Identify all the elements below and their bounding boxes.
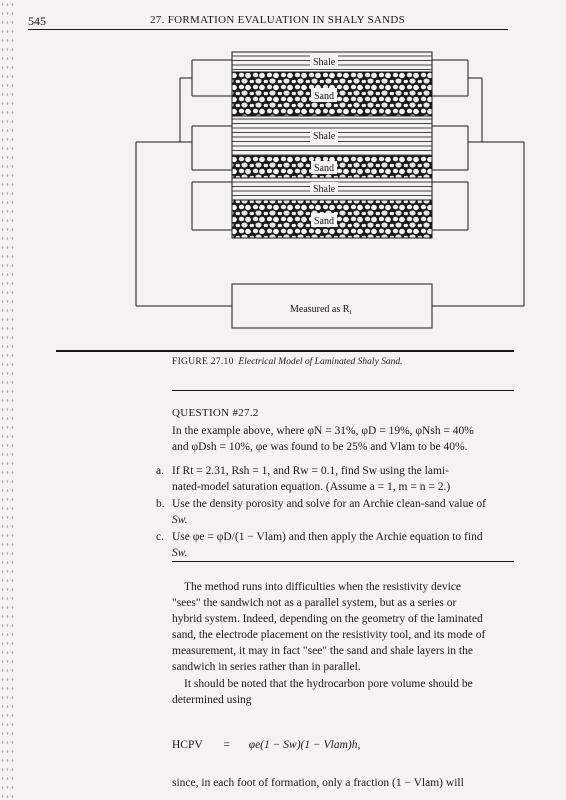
- header-rule: [28, 29, 508, 30]
- question-bottom-rule: [172, 561, 514, 562]
- measured-label: Measured as $R_t$: [290, 304, 352, 316]
- question-item-c: c. Use φe = φD/(1 − Vlam) and then apply the Archie equation to find Sw.: [156, 531, 483, 559]
- question-top-rule: [172, 390, 514, 391]
- layer-stack: [232, 52, 432, 238]
- question-items: [156, 463, 514, 561]
- layer-label-shale-3: Shale: [313, 184, 336, 195]
- question-intro: In the example above, where φN = 31%, φD = 19%, φNsh = 40% and φDsh = 10%, φe was found to be 25% and Vlam to be 40%.: [172, 425, 474, 453]
- figure-rule: [56, 350, 514, 352]
- circuit-diagram: [0, 36, 566, 346]
- body-paragraph-2: It should be noted that the hydrocarbon pore volume should be determined using: [172, 678, 473, 706]
- laminated-shaly-sand-figure: [0, 36, 566, 346]
- layer-label-sand-2: Sand: [314, 163, 334, 174]
- layer-label-shale-1: Shale: [313, 57, 336, 68]
- body-paragraph-1: The method runs into difficulties when the resistivity device "sees" the sandwich not as a parallel system, but as a series or hybrid system. Indeed, depending on the geometry of the laminated sand, the electrode placement on the resistivity tool, and its mode of measurement, it may in fact "see" the sand and shale layers in the sandwich in series rather than in parallel.: [172, 581, 486, 673]
- question-heading: QUESTION #27.2: [172, 407, 259, 419]
- page-number: 545: [28, 14, 46, 28]
- question-item-b: b. Use the density porosity and solve for an Archie clean-sand value of Sw.: [156, 498, 486, 526]
- layer-label-shale-2: Shale: [313, 131, 336, 142]
- question-item-a: a. If Rt = 2.31, Rsh = 1, and Rw = 0.1, find Sw using the lami- nated-model saturation equation. (Assume a = 1, m = n = 2.): [156, 465, 451, 493]
- hcpv-equation: HCPV = φe(1 − Sw)(1 − Vlam)h,: [172, 739, 361, 751]
- layer-label-sand-3: Sand: [314, 216, 334, 227]
- layer-label-sand-1: Sand: [314, 91, 334, 102]
- figure-caption: FIGURE 27.10 Electrical Model of Laminated Shaly Sand.: [172, 357, 403, 367]
- running-title: 27. FORMATION EVALUATION IN SHALY SANDS: [150, 14, 406, 26]
- body-last-line: since, in each foot of formation, only a fraction (1 − Vlam) will: [172, 777, 464, 789]
